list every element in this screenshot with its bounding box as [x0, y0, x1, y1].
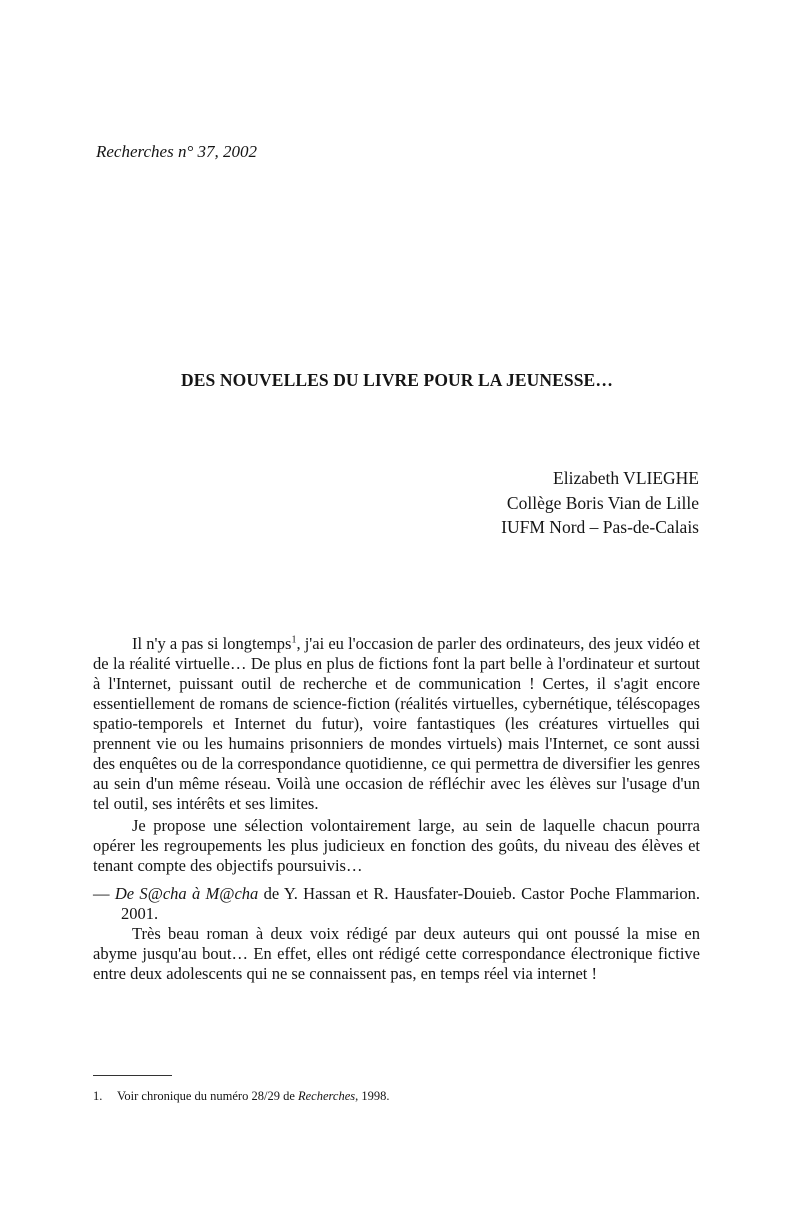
book-entry [93, 884, 700, 924]
intro-text-start: Il n'y a pas si longtemps [132, 634, 292, 653]
book-title: De S@cha à M@cha [114, 884, 259, 903]
author-block [501, 466, 699, 540]
footnote [93, 1089, 390, 1104]
intro-text-rest: , j'ai eu l'occasion de parler des ordinateurs, des jeux vidéo et de la réalité virtuelle… De plus en plus de fictions font la part belle à l'ordinateur et surtout à l'Internet, puissant outil de recherche et de communication ! Certes, il s'agit encore essentiellement de romans de science-fiction (réalités virtuelles, cybernétique, téléscopages spatio-temporels et Internet du futur), voire fantastiques (les créatures virtuelles qui prennent vie ou les humains prisonniers de mondes virtuels) mais l'Internet, ce sont aussi des enquêtes ou de la correspondance quotidienne, ce qui permettra de diversifier les genres au sein d'un même réseau. Voilà une occasion de réfléchir avec les élèves sur l'usage d'un tel outil, ses intérêts et ses limites. [93, 634, 701, 813]
paragraph-intro [93, 634, 700, 814]
book-details: de Y. Hassan et R. Hausfater-Douieb. Castor Poche Flammarion. 2001. [121, 884, 700, 923]
footnote-reference: 1 [291, 634, 297, 646]
journal-reference: Recherches n° 37, 2002 [96, 142, 258, 161]
paragraph-selection: Je propose une sélection volontairement large, au sein de laquelle chacun pourra opérer les regroupements les plus judicieux en fonction des goûts, du niveau des élèves et tenant compte des objectifs poursuivis… [93, 816, 700, 875]
article-body [93, 634, 700, 984]
author-name: Elizabeth VLIEGHE [553, 468, 699, 488]
footnote-journal: Recherches [298, 1089, 356, 1103]
paragraph-review: Très beau roman à deux voix rédigé par deux auteurs qui ont poussé la mise en abyme jusqu'au bout… En effet, elles ont rédigé cette correspondance électronique fictive entre deux adolescents qui ne se connaissent pas, en temps réel via internet ! [93, 924, 700, 983]
author-institution: IUFM Nord – Pas-de-Calais [501, 517, 699, 537]
footnote-number: 1. [93, 1089, 103, 1103]
footnote-text-start: Voir chronique du numéro 28/29 de [117, 1089, 298, 1103]
footnote-divider [93, 1075, 172, 1076]
author-school: Collège Boris Vian de Lille [506, 492, 699, 513]
book-dash: — [93, 884, 115, 903]
article-title: DES NOUVELLES DU LIVRE POUR LA JEUNESSE… [181, 370, 613, 390]
footnote-text-end: , 1998. [355, 1089, 390, 1103]
